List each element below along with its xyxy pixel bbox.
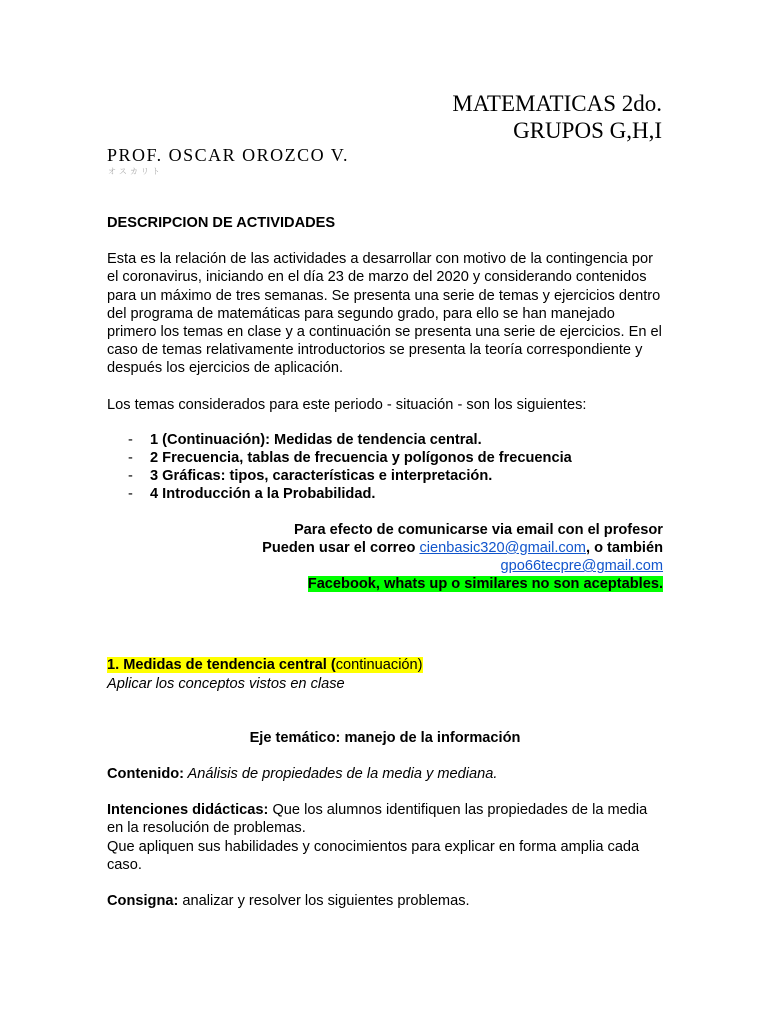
topic-label: 4 Introducción a la Probabilidad. (150, 486, 376, 503)
contact-line (107, 575, 663, 593)
section-central-tendency (107, 656, 663, 910)
professor-name: PROF. OSCAR OROZCO V. (107, 145, 349, 165)
consigna-label: Consigna: (107, 893, 179, 910)
contenido-label: Contenido: (107, 766, 185, 783)
intenciones-label: Intenciones didácticas: (107, 802, 269, 819)
topics-list (107, 431, 663, 504)
contact-block (107, 521, 663, 594)
topic-item (107, 467, 663, 485)
contact-prefix: Pueden usar el correo (262, 539, 420, 556)
professor-kana: オスカリト (108, 167, 163, 176)
activities-heading: DESCRIPCION DE ACTIVIDADES (107, 215, 336, 231)
topics-intro: Los temas considerados para este periodo - situación - son los siguientes: (107, 396, 587, 413)
intenciones-continued: Que apliquen sus habilidades y conocimientos para explicar en forma amplia cada caso. (107, 838, 640, 873)
contenido (107, 765, 663, 783)
activities-intro: Esta es la relación de las actividades a desarrollar con motivo de la contingencia por el coronavirus, iniciando en el día 23 de marzo del 2020 y considerando contenidos para un máximo de tres semanas. Se presenta una serie de temas y ejercicios dentro del programa de matemáticas para segundo grado, para ello se han manejado primero los temas en clase y a continuación se presenta una serie de ejercicios. En el caso de temas relativamente introductorios se presenta la teoría correspondiente y después los ejercicios de aplicación. (107, 251, 662, 377)
consigna (107, 892, 663, 910)
contact-suffix: , o también (585, 539, 663, 556)
eje-tematico: Eje temático: manejo de la información (249, 729, 521, 746)
topic-item (107, 431, 663, 449)
topic-item (107, 449, 663, 467)
section-title-normal: continuación) (335, 657, 423, 674)
intenciones (107, 801, 663, 837)
bullet-dash: - (128, 450, 133, 467)
email-link-secondary[interactable]: gpo66tecpre@gmail.com (500, 558, 663, 575)
title-groups: GRUPOS G,H,I (513, 118, 662, 143)
document-title (452, 90, 662, 144)
bullet-dash: - (128, 468, 133, 485)
section-title-bold: 1. Medidas de tendencia central ( (107, 657, 336, 674)
topic-label: 3 Gráficas: tipos, características e interpretación. (150, 468, 493, 485)
topic-label: 2 Frecuencia, tablas de frecuencia y polígonos de frecuencia (150, 450, 572, 467)
email-link-primary[interactable]: cienbasic320@gmail.com (419, 539, 586, 556)
contenido-text: Análisis de propiedades de la media y mediana. (184, 766, 498, 783)
section-title (107, 656, 663, 674)
bullet-dash: - (128, 486, 133, 503)
consigna-text: analizar y resolver los siguientes problemas. (178, 893, 470, 910)
bullet-dash: - (128, 431, 133, 448)
social-media-warning: Facebook, whats up o similares no son aceptables. (307, 576, 663, 593)
title-subject: MATEMATICAS 2do. (452, 91, 662, 116)
section-subtitle: Aplicar los conceptos vistos en clase (107, 675, 345, 692)
topic-item (107, 485, 663, 503)
contact-line (107, 539, 663, 557)
contact-line (107, 557, 663, 575)
section-title-highlight (107, 657, 423, 673)
contact-line: Para efecto de comunicarse via email con el profesor (293, 521, 663, 538)
document-body (107, 214, 663, 910)
topic-label: 1 (Continuación): Medidas de tendencia central. (150, 431, 482, 448)
intenciones-text: Que los alumnos identifiquen las propiedades de la media en la resolución de problemas. (107, 802, 648, 837)
